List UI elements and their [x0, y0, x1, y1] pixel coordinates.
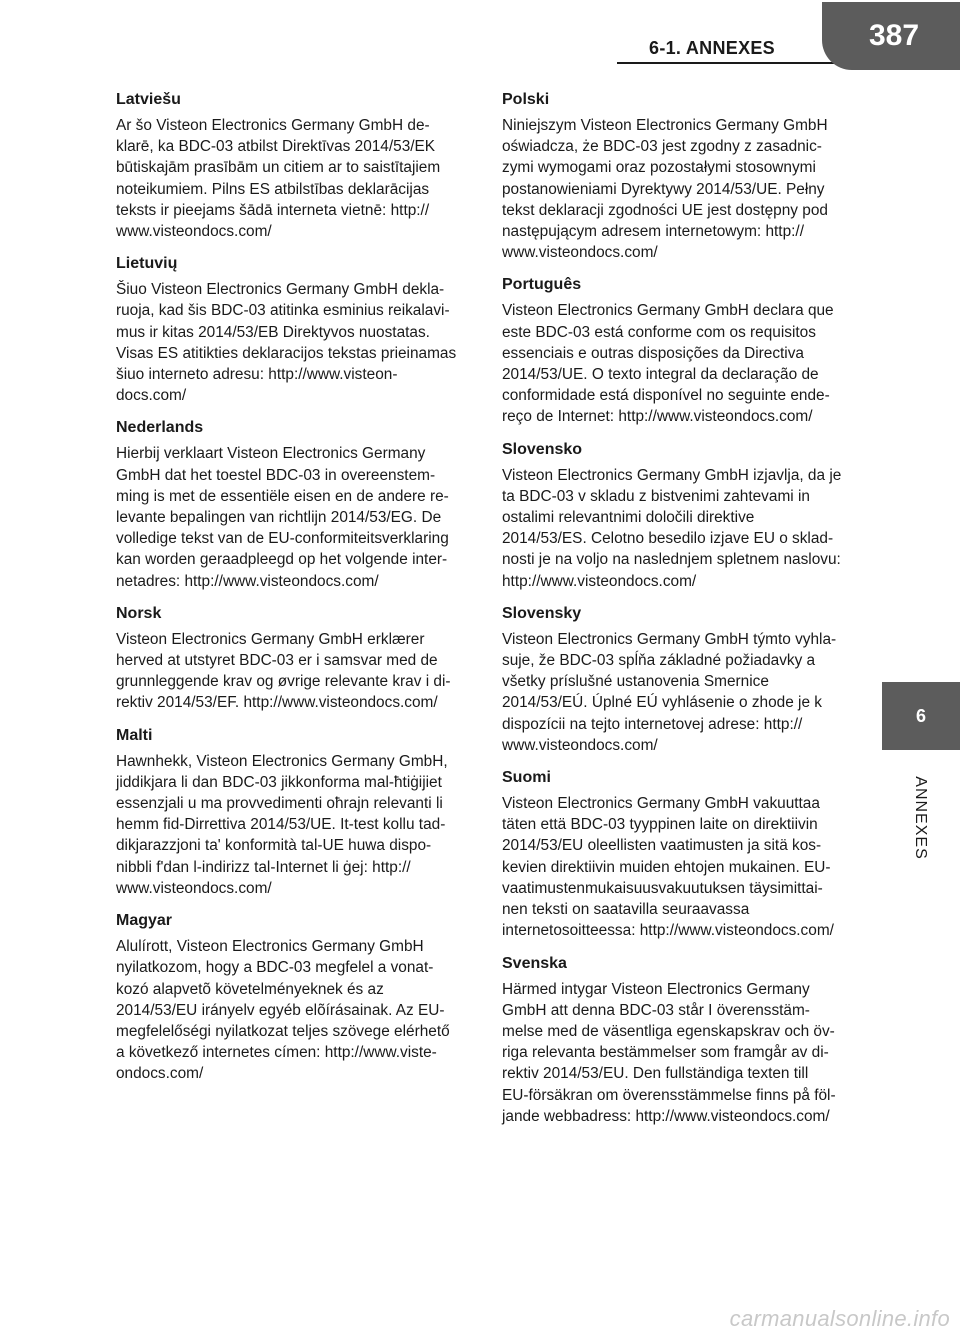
section-heading: Slovensky — [502, 604, 582, 622]
section-body: Šiuo Visteon Electronics Germany GmbH dekla- ruoja, kad šis BDC-03 atitinka esminius reikalavi- mus ir kitas 2014/53/EB Direktyvos nuostatas. Visas ES atitikties deklaracijos tekstas prieinamas šiuo interneto adresu: http://www.visteon- docs.com/ — [116, 281, 457, 405]
section-magyar — [116, 911, 464, 1084]
section-polski — [502, 90, 852, 263]
section-body: Ar šo Visteon Electronics Germany GmbH de- klarē, ka BDC-03 atbilst Direktīvas 2014/53/EK būtiskajām prasībām un citiem ar to saistītajiem noteikumiem. Pilns ES atbilstības deklarācijas teksts ir pieejams šādā interneta vietnē: http:// www.visteondocs.com/ — [116, 117, 441, 241]
section-body: Visteon Electronics Germany GmbH declara que este BDC-03 está conforme com os requisitos essenciais e outras disposições da Directiva 2014/53/UE. O texto integral da declaração de conformidade está disponível no seguinte ende- reço de Internet: http://www.visteondocs.com/ — [502, 302, 834, 426]
page-header — [0, 0, 960, 70]
right-column — [502, 84, 852, 1139]
section-suomi — [502, 768, 852, 941]
chapter-tab: 6 — [882, 682, 960, 750]
section-norsk — [116, 604, 464, 714]
page-number: 387 — [822, 2, 960, 70]
section-portugues — [502, 275, 852, 427]
section-nederlands — [116, 418, 464, 591]
section-heading: Norsk — [116, 604, 162, 622]
section-body: Visteon Electronics Germany GmbH týmto vyhla- suje, že BDC-03 spĺňa základné požiadavky a všetky príslušné ustanovenia Smernice 2014/53/EÚ. Úplné EÚ vyhlásenie o zhode je k dispozícii na tejto internetovej adrese: http:// www.visteondocs.com/ — [502, 630, 837, 754]
section-slovensky — [502, 604, 852, 756]
section-heading: Magyar — [116, 912, 173, 930]
section-svenska — [502, 954, 852, 1127]
section-body: Visteon Electronics Germany GmbH izjavlja, da je ta BDC-03 v skladu z bistvenimi zahtevami in ostalimi relevantnimi določili direktive 2014/53/ES. Celotno besedilo izjave EU o sklad- nosti je na voljo na naslednjem spletnem naslovu: http://www.visteondocs.com/ — [502, 466, 842, 590]
section-slovensko — [502, 440, 852, 592]
section-body: Visteon Electronics Germany GmbH erklærer herved at utstyret BDC-03 er i samsvar med de grunnleggende krav og øvrige relevante krav i di- rektiv 2014/53/EF. http://www.visteondocs.com/ — [116, 630, 451, 712]
section-heading: Nederlands — [116, 419, 204, 437]
section-heading: Lietuvių — [116, 255, 178, 273]
section-title: 6-1. ANNEXES — [649, 38, 775, 58]
section-heading: Svenska — [502, 954, 567, 972]
section-body: Hawnhekk, Visteon Electronics Germany GmbH, jiddikjara li dan BDC-03 jikkonforma mal-ħtiġijiet essenzjali u ma provvedimenti oħrajn relevanti li hemm fid-Dirrettiva 2014/53/UE. It-test kollu tad- dikjarazzjoni ta' konformità tal-UE huwa dispo- nibbli f'dan l-indirizz tal-Internet li ġej: http:// www.visteondocs.com/ — [116, 752, 448, 897]
section-body: Härmed intygar Visteon Electronics Germany GmbH att denna BDC-03 står I överensstäm- melse med de väsentliga egenskapskrav och öv- riga relevanta bestämmelser som framgår av di- rektiv 2014/53/EU. Den fullständiga texten till EU-försäkran om överensstämmelse finns på föl- jande webbadress: http://www.visteondocs.com/ — [502, 980, 836, 1125]
section-heading: Slovensko — [502, 440, 583, 458]
section-latviesu — [116, 90, 464, 242]
section-heading: Malti — [116, 726, 153, 744]
section-heading: Suomi — [502, 769, 551, 787]
section-body: Visteon Electronics Germany GmbH vakuuttaa täten että BDC-03 tyyppinen laite on direktiivin 2014/53/EU oleellisten vaatimusten ja sitä kos- kevien direktiivin muiden ehtojen mukainen. EU- vaatimustenmukaisuusvakuutuksen täysimittai- nen teksti on saatavilla seuraavassa internetosoitteessa: http://www.visteondocs.com/ — [502, 795, 834, 940]
section-body: Alulírott, Visteon Electronics Germany GmbH nyilatkozom, hogy a BDC-03 megfelel a vonat- kozó alapvetõ követelményeknek és az 2014/53/EU irányelv egyéb elõírásainak. Az EU- megfelelőségi nyilatkozat teljes szövege elérhető a következő internetes címen: http://www.viste- ondocs.com/ — [116, 938, 450, 1083]
footer-watermark: carmanualsonline.info — [729, 1306, 950, 1331]
section-body: Hierbij verklaart Visteon Electronics Germany GmbH dat het toestel BDC-03 in overeenstem- ming is met de essentiële eisen en de andere re- levante bepalingen van richtlijn 2014/53/EG. De volledige tekst van de EU-conformiteitsverklaring kan worden geraadpleegd op het volgende inter- netadres: http://www.visteondocs.com/ — [116, 445, 449, 590]
section-heading: Português — [502, 276, 582, 294]
section-lietuviu — [116, 254, 464, 406]
section-body: Niniejszym Visteon Electronics Germany GmbH oświadcza, że BDC-03 jest zgodny z zasadnic- zymi wymogami oraz pozostałymi stosownymi postanowieniami Dyrektywy 2014/53/UE. Pełny tekst deklaracji zgodności UE jest dostępny pod następującym adresem internetowym: http:// www.visteondocs.com/ — [502, 117, 828, 262]
left-column — [116, 84, 464, 1097]
section-heading: Polski — [502, 91, 550, 108]
section-heading: Latviešu — [116, 91, 181, 108]
section-malti — [116, 726, 464, 899]
chapter-label: ANNEXES — [912, 776, 929, 860]
